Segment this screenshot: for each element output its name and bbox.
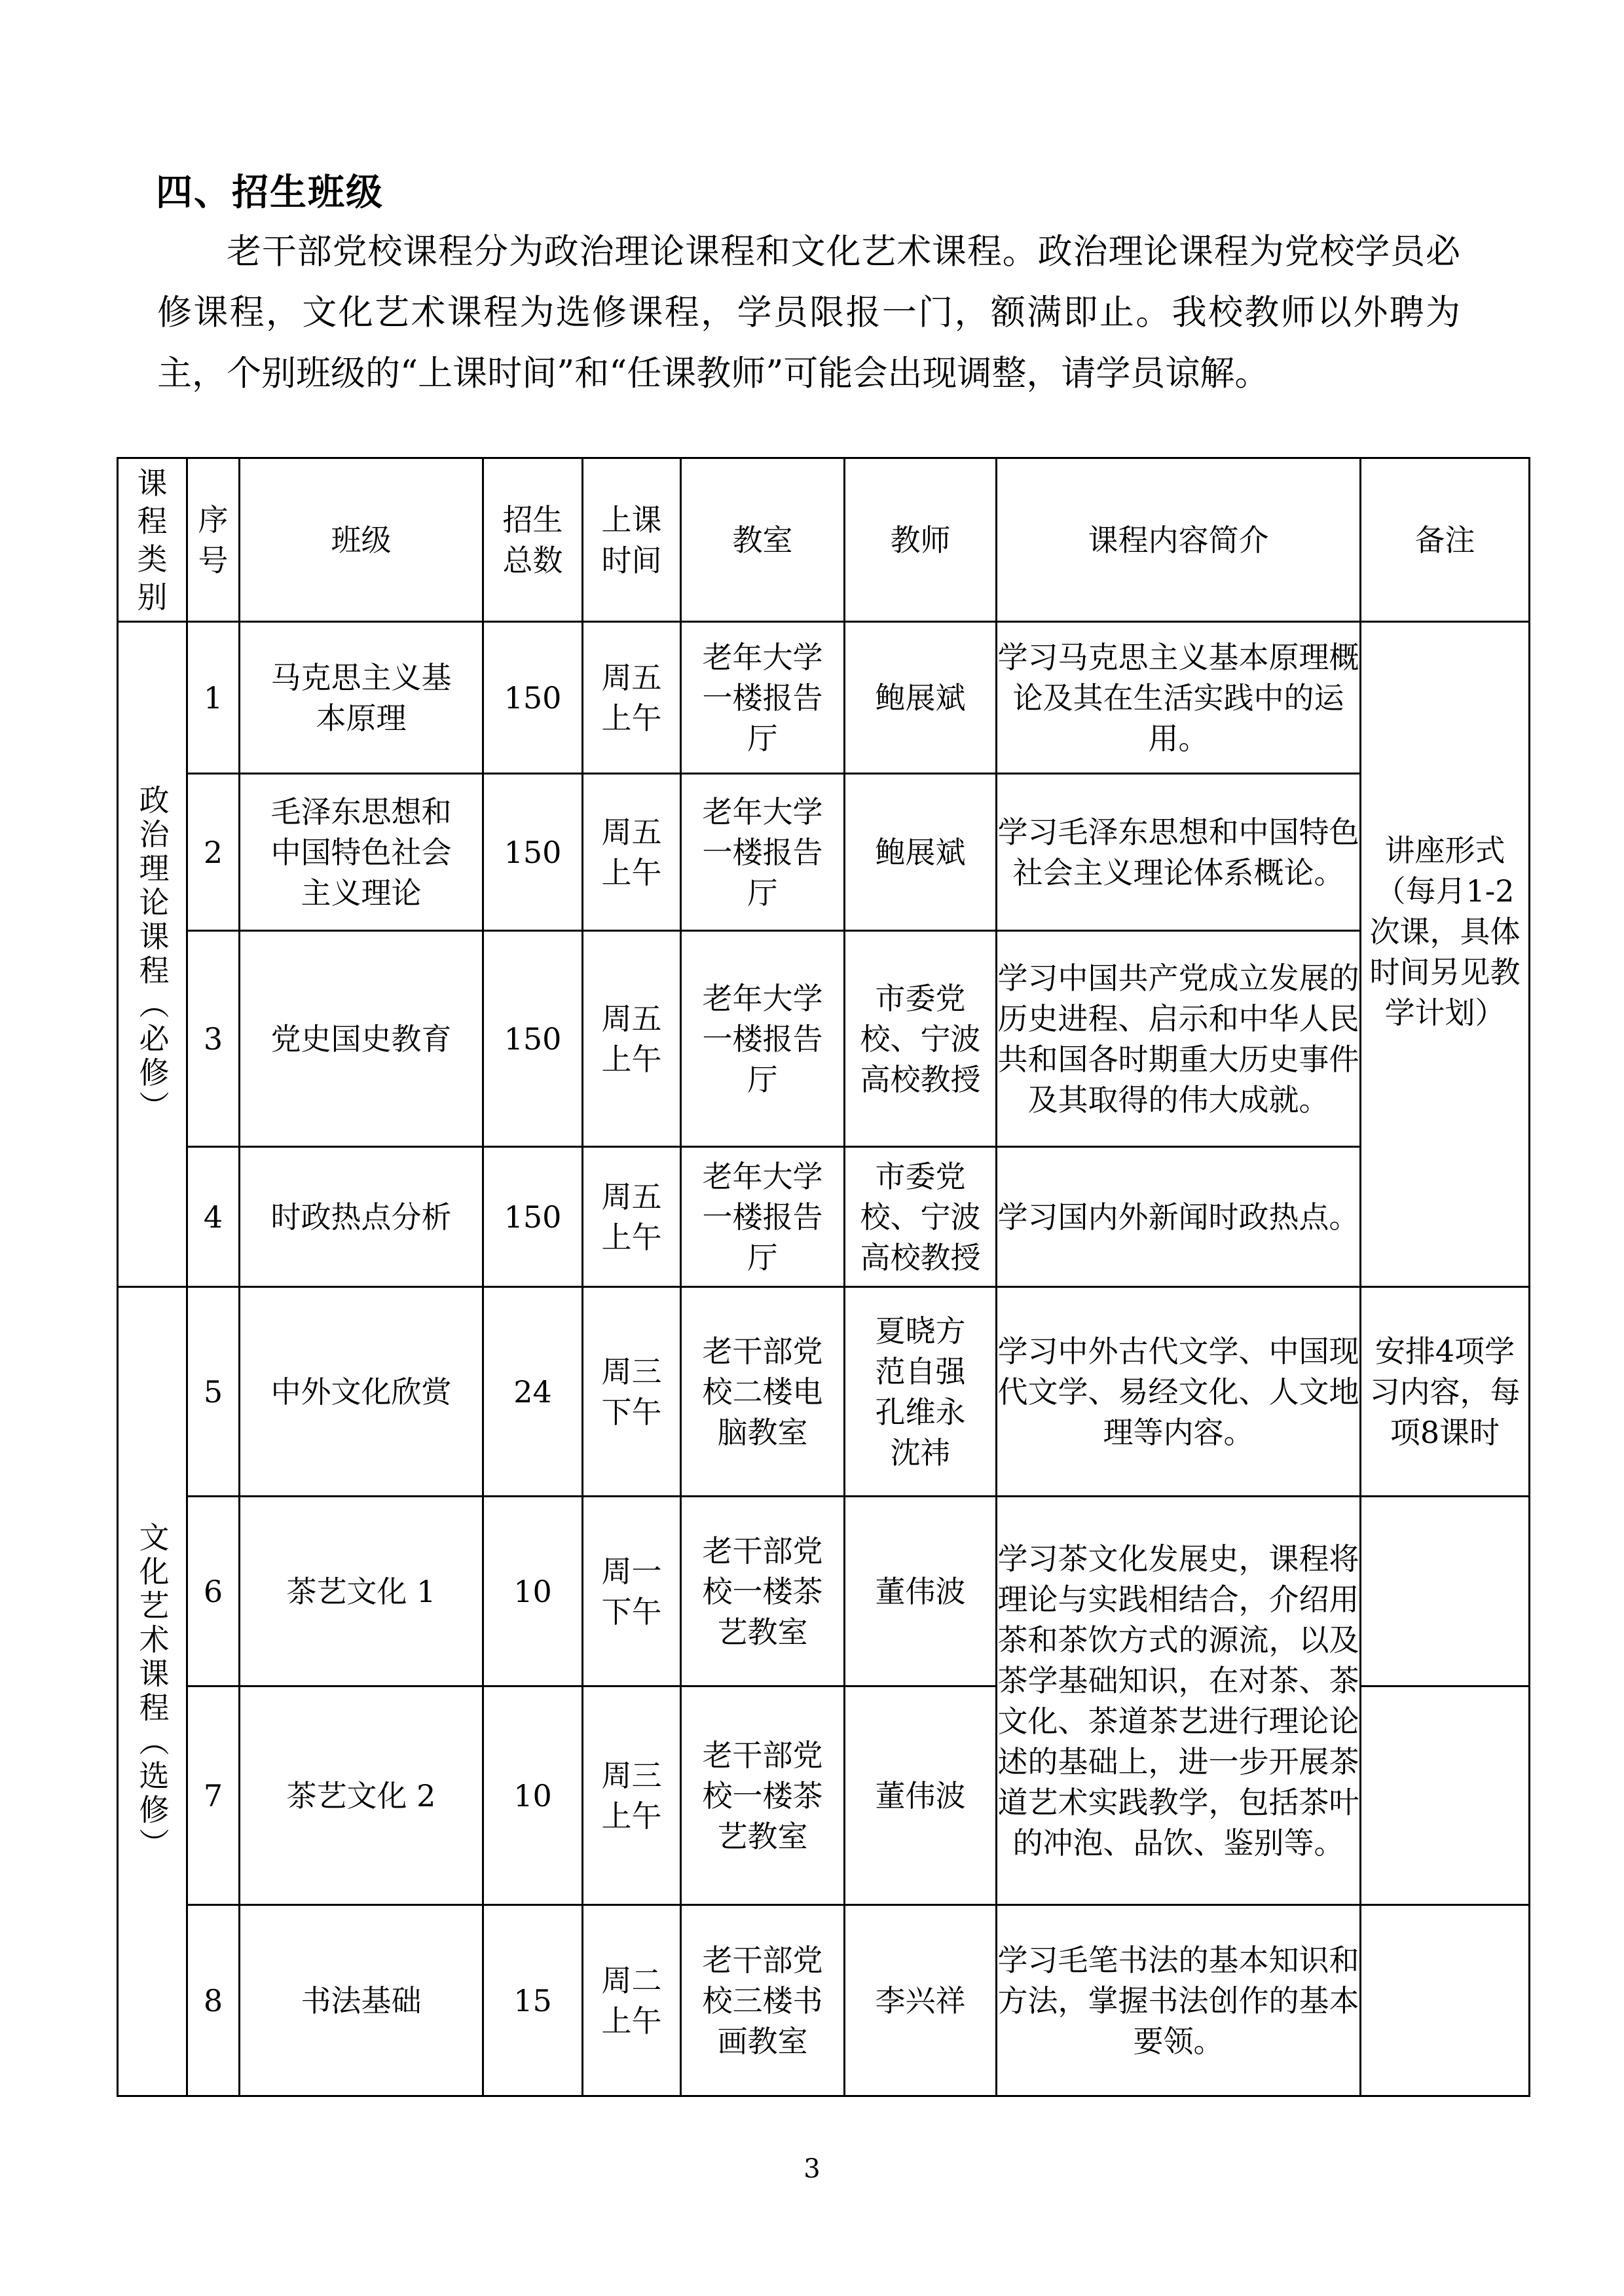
section-heading: 四、招生班级 [156, 172, 384, 214]
quota-cell: 15 [483, 1905, 583, 2096]
time-cell: 周五上午 [583, 1147, 681, 1287]
note-empty [1361, 1905, 1530, 2096]
header-quota: 招生总数 [483, 458, 583, 622]
quota-cell: 150 [483, 1147, 583, 1287]
content-cell: 学习中外古代文学、中国现代文学、易经文化、人文地理等内容。 [997, 1287, 1361, 1497]
teacher-cell: 市委党校、宁波高校教授 [845, 931, 997, 1147]
intro-paragraph: 老干部党校课程分为政治理论课程和文化艺术课程。政治理论课程为党校学员必修课程，文化艺术课程为选修课程，学员限报一门，额满即止。我校教师以外聘为主，个别班级的“上课时间”和“任课教师”可能会出现调整，请学员谅解。 [157, 232, 1460, 393]
teacher-cell: 鲍展斌 [845, 622, 997, 774]
seq-cell: 6 [187, 1497, 240, 1686]
time-cell: 周二上午 [583, 1905, 681, 2096]
note-empty [1361, 1686, 1530, 1905]
class-name-cell: 茶艺文化 2 [240, 1686, 483, 1905]
quota-cell: 24 [483, 1287, 583, 1497]
teacher-cell: 董伟波 [845, 1497, 997, 1686]
class-name-cell: 党史国史教育 [240, 931, 483, 1147]
header-seq: 序号 [187, 458, 240, 622]
room-cell: 老干部党校一楼茶艺教室 [681, 1497, 845, 1686]
class-name-cell: 中外文化欣赏 [240, 1287, 483, 1497]
time-cell: 周三下午 [583, 1287, 681, 1497]
content-cell: 学习茶文化发展史，课程将理论与实践相结合，介绍用茶和茶饮方式的源流，以及茶学基础知识，在对茶、茶文化、茶道茶艺进行理论论述的基础上，进一步开展茶道艺术实践教学，包括茶叶的冲泡、品饮、鉴别等。 [997, 1497, 1361, 1905]
content-cell: 学习马克思主义基本原理概论及其在生活实践中的运用。 [997, 622, 1361, 774]
quota-cell: 150 [483, 931, 583, 1147]
quota-cell: 150 [483, 774, 583, 931]
seq-cell: 5 [187, 1287, 240, 1497]
table-row [118, 1147, 1530, 1287]
room-cell: 老干部党校二楼电脑教室 [681, 1287, 845, 1497]
class-name-cell: 毛泽东思想和中国特色社会主义理论 [240, 774, 483, 931]
table-row [118, 931, 1530, 1147]
teacher-cell: 李兴祥 [845, 1905, 997, 2096]
class-name-cell: 时政热点分析 [240, 1147, 483, 1287]
header-time: 上课时间 [583, 458, 681, 622]
class-name-cell: 书法基础 [240, 1905, 483, 2096]
header-content: 课程内容简介 [997, 458, 1361, 622]
header-room: 教室 [681, 458, 845, 622]
teacher-cell: 夏晓方 范自强 孔维永 沈祎 [845, 1287, 997, 1497]
quota-cell: 10 [483, 1497, 583, 1686]
teacher-cell: 市委党校、宁波高校教授 [845, 1147, 997, 1287]
time-cell: 周一下午 [583, 1497, 681, 1686]
quota-cell: 150 [483, 622, 583, 774]
room-cell: 老年大学一楼报告厅 [681, 931, 845, 1147]
seq-cell: 8 [187, 1905, 240, 2096]
table-row [118, 1287, 1530, 1497]
room-cell: 老干部党校三楼书画教室 [681, 1905, 845, 2096]
page-number: 3 [803, 2154, 821, 2184]
table-row [118, 622, 1530, 774]
category-culture: 文化艺术课程（选修） [118, 1287, 187, 2096]
time-cell: 周五上午 [583, 622, 681, 774]
seq-cell: 4 [187, 1147, 240, 1287]
note-empty [1361, 1497, 1530, 1686]
table-row [118, 1497, 1530, 1686]
room-cell: 老年大学一楼报告厅 [681, 622, 845, 774]
header-class: 班级 [240, 458, 483, 622]
note-culture: 安排4项学习内容，每项8课时 [1361, 1287, 1530, 1497]
category-politics: 政治理论课程（必修） [118, 622, 187, 1287]
room-cell: 老年大学一楼报告厅 [681, 774, 845, 931]
table-header-row [118, 458, 1530, 622]
table-row [118, 1905, 1530, 2096]
teacher-cell: 鲍展斌 [845, 774, 997, 931]
time-cell: 周五上午 [583, 774, 681, 931]
time-cell: 周五上午 [583, 931, 681, 1147]
header-category: 课程类别 [118, 458, 187, 622]
content-cell: 学习毛笔书法的基本知识和方法，掌握书法创作的基本要领。 [997, 1905, 1361, 2096]
room-cell: 老年大学一楼报告厅 [681, 1147, 845, 1287]
content-cell: 学习中国共产党成立发展的历史进程、启示和中华人民共和国各时期重大历史事件及其取得的伟大成就。 [997, 931, 1361, 1147]
header-note: 备注 [1361, 458, 1530, 622]
room-cell: 老干部党校一楼茶艺教室 [681, 1686, 845, 1905]
table-row [118, 774, 1530, 931]
content-cell: 学习毛泽东思想和中国特色社会主义理论体系概论。 [997, 774, 1361, 931]
seq-cell: 2 [187, 774, 240, 931]
seq-cell: 1 [187, 622, 240, 774]
header-teacher: 教师 [845, 458, 997, 622]
class-name-cell: 马克思主义基本原理 [240, 622, 483, 774]
seq-cell: 3 [187, 931, 240, 1147]
quota-cell: 10 [483, 1686, 583, 1905]
seq-cell: 7 [187, 1686, 240, 1905]
note-politics: 讲座形式（每月1-2次课，具体时间另见教学计划） [1361, 622, 1530, 1287]
time-cell: 周三上午 [583, 1686, 681, 1905]
class-name-cell: 茶艺文化 1 [240, 1497, 483, 1686]
course-table [117, 457, 1530, 2097]
content-cell: 学习国内外新闻时政热点。 [997, 1147, 1361, 1287]
teacher-cell: 董伟波 [845, 1686, 997, 1905]
